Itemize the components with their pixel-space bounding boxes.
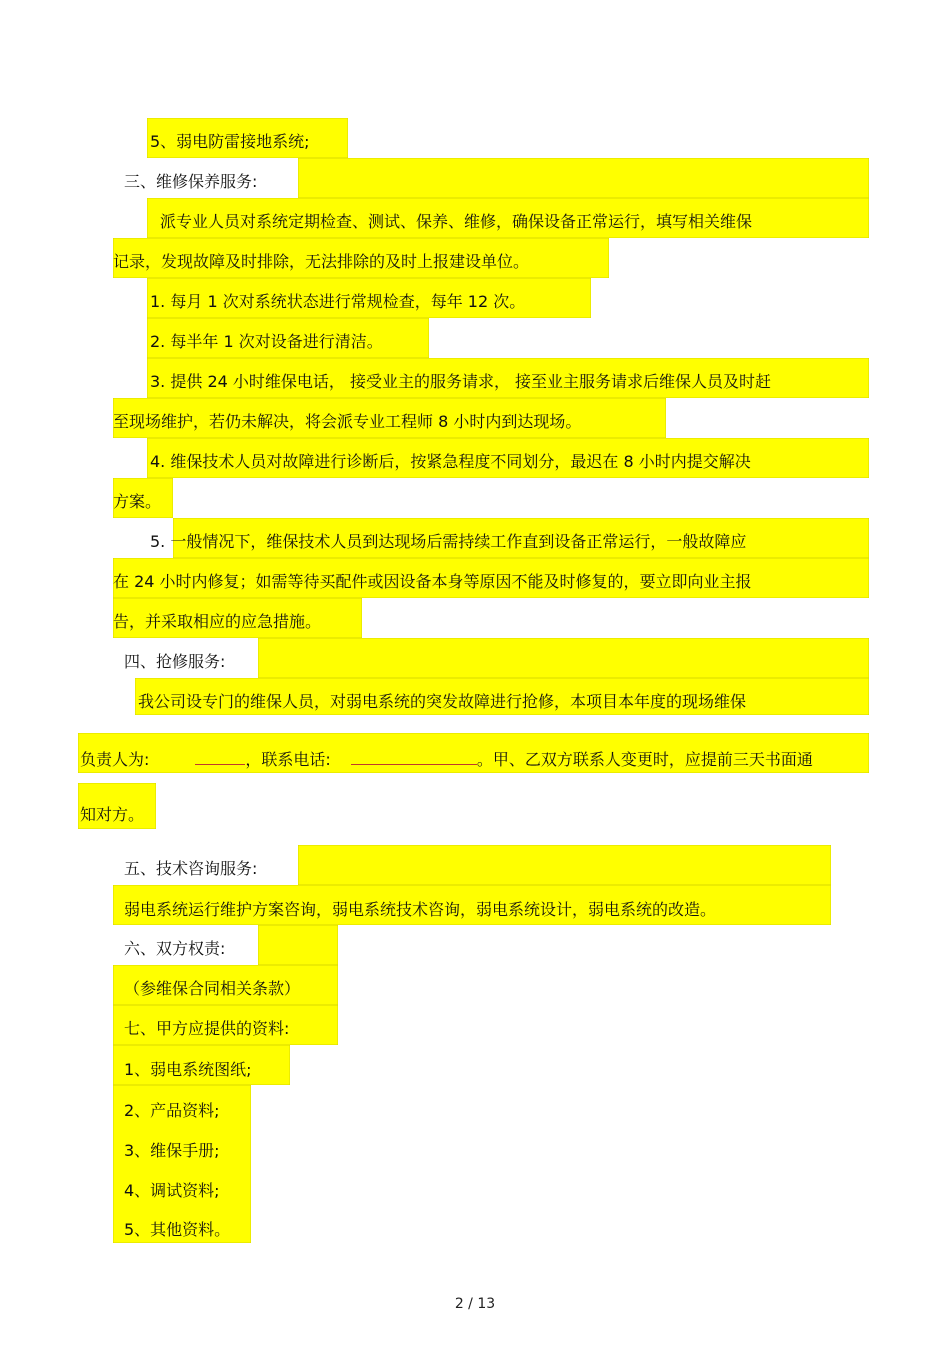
phone-label: ，联系电话:: [245, 750, 331, 769]
material-item-3: 3、维保手册;: [124, 1141, 220, 1160]
material-item-1: 1、弱电系统图纸;: [124, 1060, 252, 1079]
material-item-4: 4、调试资料;: [124, 1181, 220, 1200]
section-6-heading: 六、双方权责:: [124, 939, 226, 958]
section-6-body: （参维保合同相关条款）: [124, 979, 301, 998]
page-number: 2 / 13: [454, 1296, 496, 1312]
section-4-heading: 四、抢修服务:: [124, 652, 226, 671]
list-item-3-line2: 至现场维护，若仍未解决，将会派专业工程师 8 小时内到达现场。: [113, 412, 582, 431]
section-3-intro-line2: 记录，发现故障及时排除，无法排除的及时上报建设单位。: [113, 252, 530, 271]
section-4-intro-line1: 我公司设专门的维保人员，对弱电系统的突发故障进行抢修，本项目本年度的现场维保: [138, 692, 747, 711]
highlight-block: [258, 925, 338, 965]
section-7-heading: 七、甲方应提供的资料:: [124, 1019, 290, 1038]
list-item-2: 2. 每半年 1 次对设备进行清洁。: [150, 332, 383, 351]
section-4-intro-line3: 知对方。: [80, 805, 145, 824]
list-item-5-line2: 在 24 小时内修复；如需等待买配件或因设备本身等原因不能及时修复的，要立即向业主报: [113, 572, 752, 591]
material-item-5: 5、其他资料。: [124, 1220, 231, 1239]
highlight-block: [258, 638, 869, 678]
highlight-block: [298, 158, 869, 198]
list-item-5-line3: 告，并采取相应的应急措施。: [113, 612, 322, 631]
highlight-block: [298, 845, 831, 885]
contact-person-blank[interactable]: [195, 750, 245, 765]
list-item-1: 1. 每月 1 次对系统状态进行常规检查，每年 12 次。: [150, 292, 526, 311]
list-item-3-line1: 3. 提供 24 小时维保电话， 接受业主的服务请求， 接至业主服务请求后维保人员及时赶: [150, 372, 772, 391]
item-5-lightning-grounding: 5、弱电防雷接地系统;: [150, 132, 310, 151]
phone-blank[interactable]: [351, 750, 477, 765]
section-3-heading: 三、维修保养服务:: [124, 172, 258, 191]
list-item-5-line1: 5. 一般情况下，维保技术人员到达现场后需持续工作直到设备正常运行，一般故障应: [150, 532, 747, 551]
section-4-intro-tail: 。甲、乙双方联系人变更时，应提前三天书面通: [476, 750, 813, 769]
material-item-2: 2、产品资料;: [124, 1101, 220, 1120]
list-item-4-line1: 4. 维保技术人员对故障进行诊断后，按紧急程度不同划分，最迟在 8 小时内提交解决: [150, 452, 751, 471]
section-3-intro-line1: 派专业人员对系统定期检查、测试、保养、维修，确保设备正常运行，填写相关维保: [160, 212, 753, 231]
section-4-intro-line2: [80, 750, 813, 770]
list-item-4-line2: 方案。: [113, 492, 162, 511]
section-5-heading: 五、技术咨询服务:: [124, 859, 258, 878]
section-5-body: 弱电系统运行维护方案咨询，弱电系统技术咨询，弱电系统设计，弱电系统的改造。: [124, 900, 717, 919]
contact-person-label: 负责人为:: [80, 750, 150, 769]
